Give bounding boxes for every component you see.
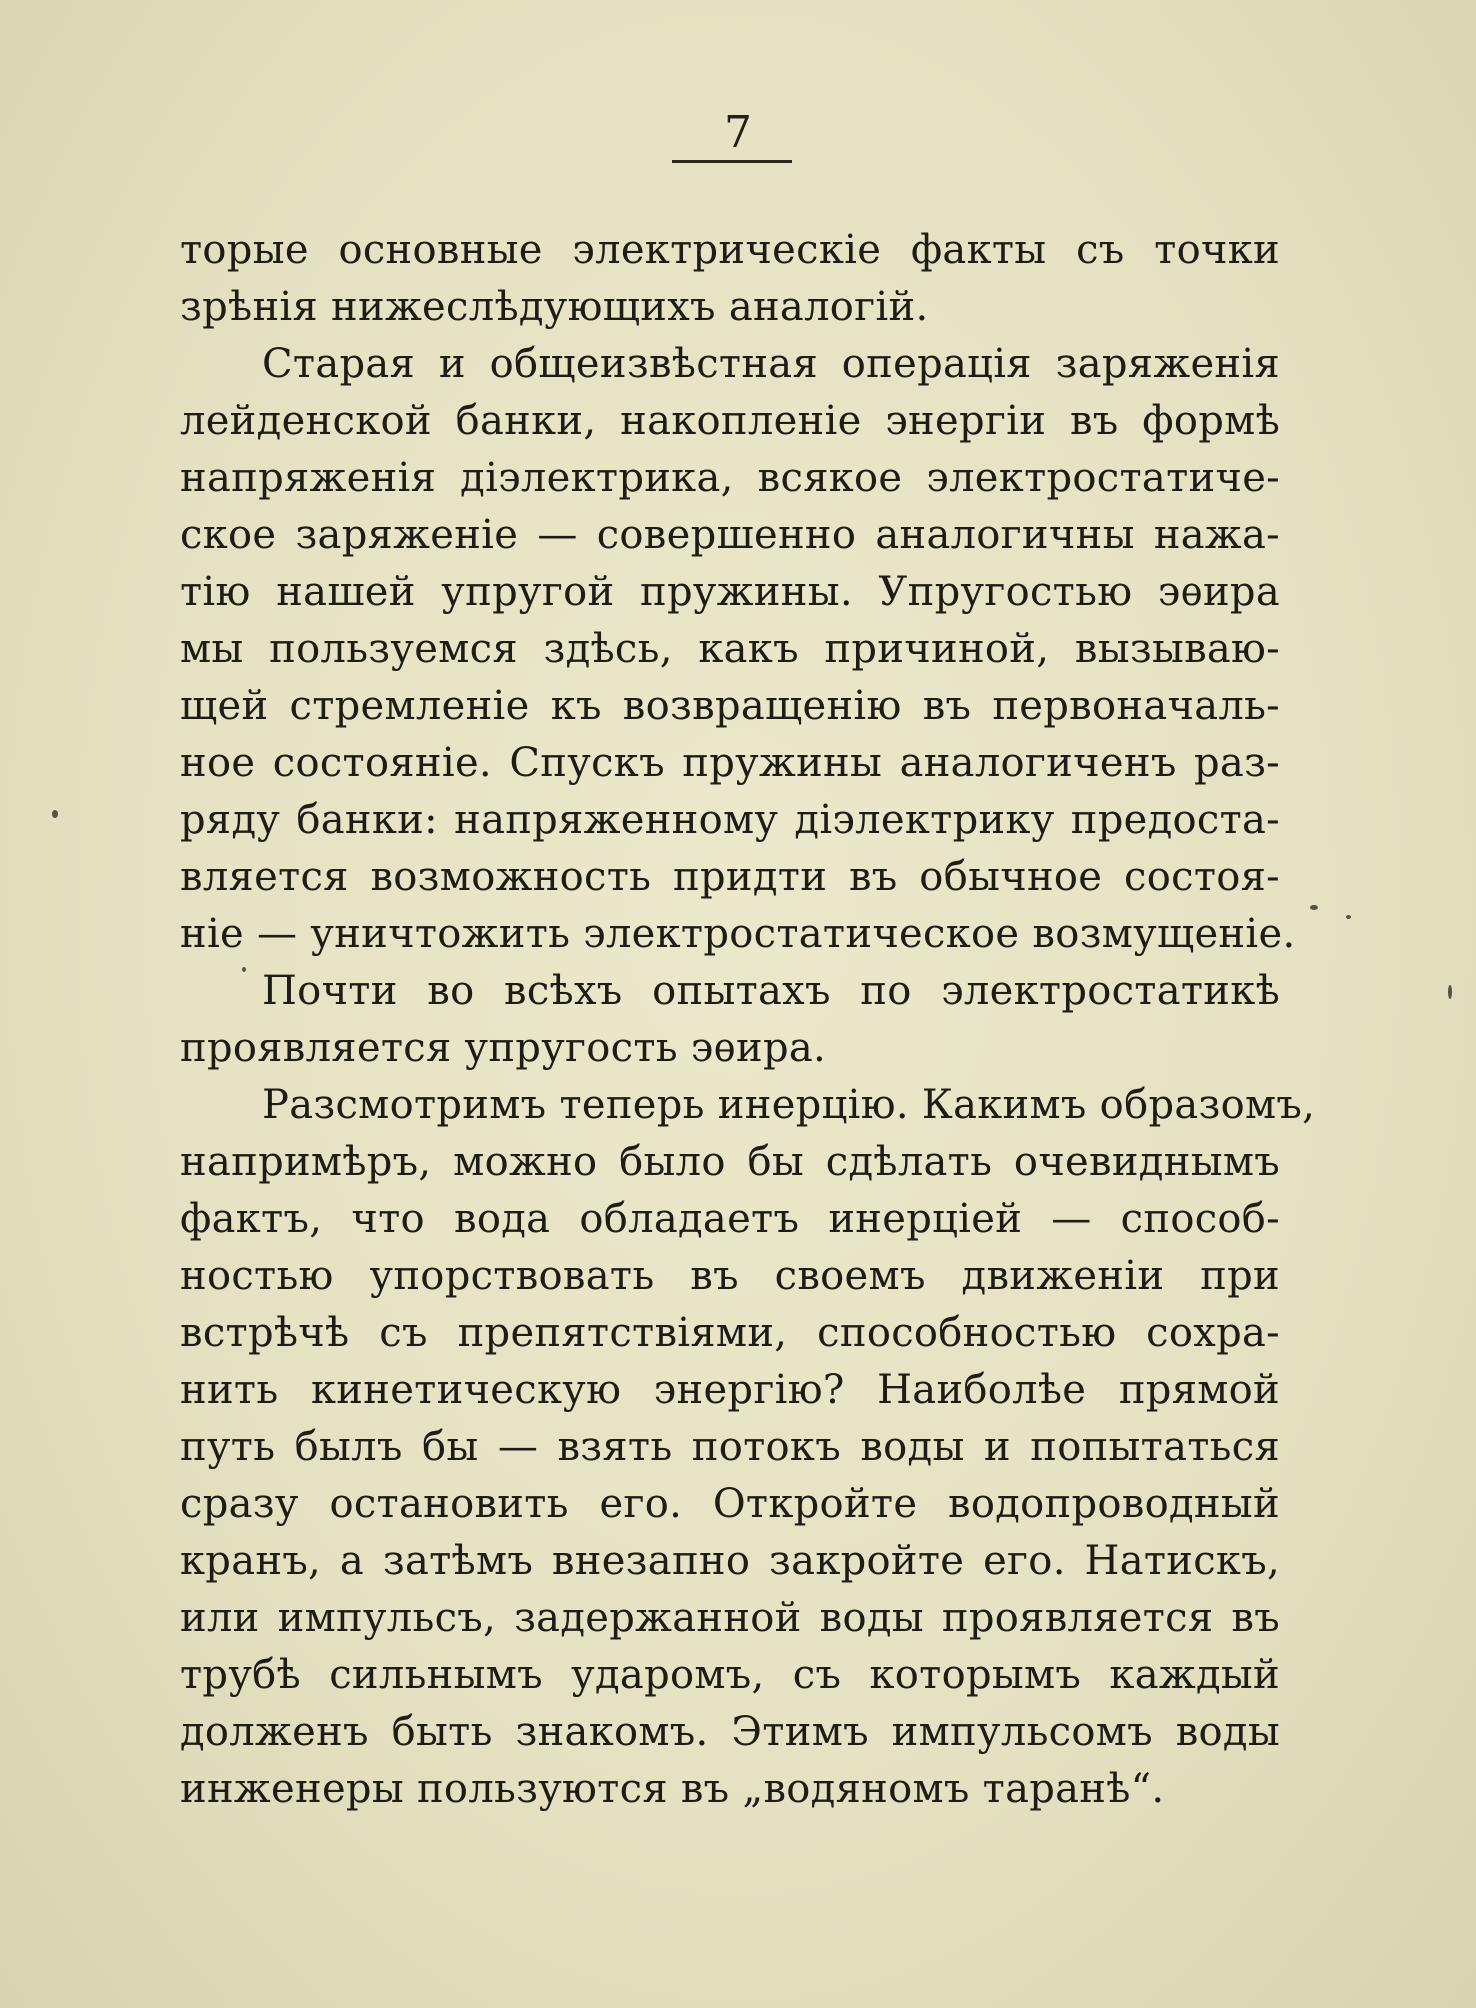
paper-speck — [52, 810, 58, 818]
text-line: ніе — уничтожить электростатическое возмущеніе. — [180, 911, 1296, 957]
paper-speck — [1448, 985, 1452, 999]
text-line: Разсмотримъ теперь инерцію. Какимъ образомъ, — [262, 1082, 1316, 1128]
text-line: напряженія діэлектрика, всякое электростатиче- — [180, 455, 1280, 501]
text-line: Почти во всѣхъ опытахъ по электростатикѣ — [262, 968, 1280, 1014]
text-line: долженъ быть знакомъ. Этимъ импульсомъ воды — [180, 1709, 1280, 1755]
text-line: встрѣчѣ съ препятствіями, способностью сохра- — [180, 1310, 1280, 1356]
text-line: фактъ, что вода обладаетъ инерціей — способ- — [180, 1196, 1280, 1242]
text-line: мы пользуемся здѣсь, какъ причиной, вызываю- — [180, 626, 1280, 672]
text-line: нить кинетическую энергію? Наиболѣе прямой — [180, 1367, 1280, 1413]
body-text — [180, 222, 1316, 1818]
text-line: тію нашей упругой пружины. Упругостью эѳира — [180, 569, 1280, 615]
text-line: зрѣнія нижеслѣдующихъ аналогій. — [180, 284, 929, 330]
paper-speck — [242, 967, 246, 972]
text-line: щей стремленіе къ возвращенію въ первоначаль- — [180, 683, 1280, 729]
paper-speck — [1346, 915, 1351, 919]
text-line: ностью упорствовать въ своемъ движеніи при — [180, 1253, 1280, 1299]
text-line: кранъ, а затѣмъ внезапно закройте его. Натискъ, — [180, 1538, 1280, 1584]
paper-speck — [1310, 905, 1318, 910]
text-line: путь былъ бы — взять потокъ воды и попытаться — [180, 1424, 1280, 1470]
text-line: напримѣръ, можно было бы сдѣлать очевиднымъ — [180, 1139, 1280, 1185]
text-line: инженеры пользуются въ „водяномъ таранѣ“. — [180, 1766, 1165, 1812]
text-line: торые основные электрическіе факты съ точки — [180, 227, 1280, 273]
text-line: трубѣ сильнымъ ударомъ, съ которымъ каждый — [180, 1652, 1280, 1698]
text-line: лейденской банки, накопленіе энергіи въ формѣ — [180, 398, 1280, 444]
text-line: сразу остановить его. Откройте водопроводный — [180, 1481, 1280, 1527]
page-number-rule — [672, 160, 792, 163]
text-line: Старая и общеизвѣстная операція заряженія — [262, 341, 1280, 387]
page-number: 7 — [724, 107, 752, 158]
text-line: ное состояніе. Спускъ пружины аналогиченъ раз- — [180, 740, 1280, 786]
text-line: ское заряженіе — совершенно аналогичны нажа- — [180, 512, 1280, 558]
text-line: вляется возможность придти въ обычное состоя- — [180, 854, 1280, 900]
text-line: ряду банки: напряженному діэлектрику предоста- — [180, 797, 1280, 843]
text-line: проявляется упругость эѳира. — [180, 1025, 827, 1071]
text-line: или импульсъ, задержанной воды проявляется въ — [180, 1595, 1280, 1641]
